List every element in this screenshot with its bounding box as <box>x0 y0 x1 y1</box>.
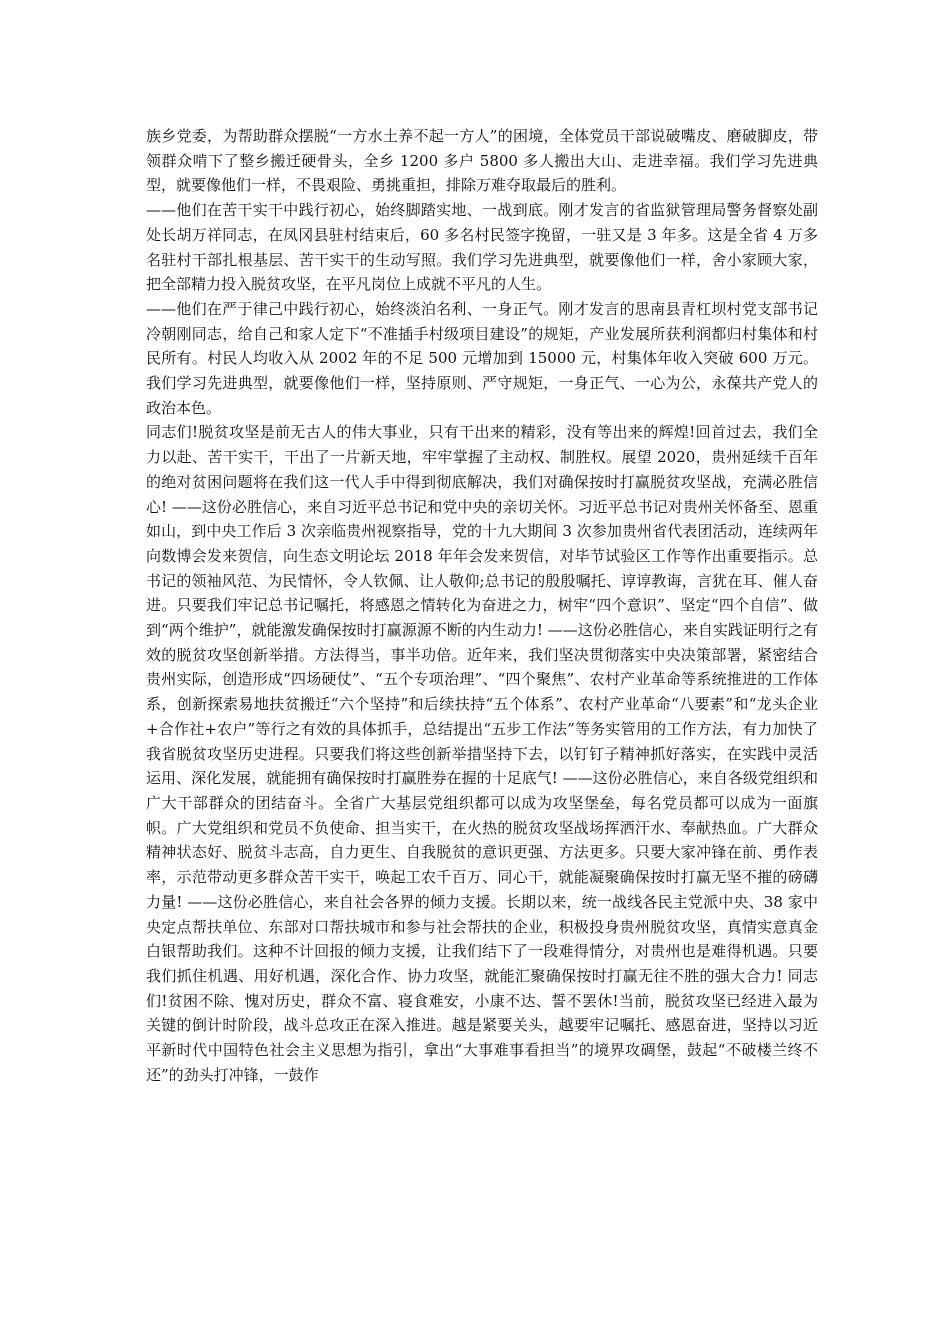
paragraph-3: ——他们在严于律己中践行初心，始终淡泊名利、一身正气。刚才发言的思南县青杠坝村党支部书记冷朝刚同志，给自己和家人定下“不准插手村级项目建设”的规矩，产业发展所获利润都归村集体和村民所有。村民人均收入从 2002 年的不足 500 元增加到 15000 元，村集体年收入突破 600 万元。我们学习先进典型，就要像他们一样，坚持原则、严守规矩，一身正气、一心为公，永葆共产党人的政治本色。 <box>146 299 818 417</box>
paragraph-2: ——他们在苦干实干中践行初心，始终脚踏实地、一战到底。刚才发言的省监狱管理局警务督察处副处长胡万祥同志，在凤冈县驻村结束后，60 多名村民签字挽留，一驻又是 3 年多。这是全省 4 万多名驻村干部扎根基层、苦干实干的生动写照。我们学习先进典型，就要像他们一样，舍小家顾大家，把全部精力投入脱贫攻坚，在平凡岗位上成就不平凡的人生。 <box>146 201 818 294</box>
paragraph-4: 同志们!脱贫攻坚是前无古人的伟大事业，只有干出来的精彩，没有等出来的辉煌!回首过去，我们全力以赴、苦干实干，干出了一片新天地，牢牢掌握了主动权、制胜权。展望 2020，贵州延续千百年的绝对贫困问题将在我们这一代人手中得到彻底解决，我们对确保按时打赢脱贫攻坚战，充满必胜信心! ——这份必胜信心，来自习近平总书记和党中央的亲切关怀。习近平总书记对贵州关怀备至、恩重如山，到中央工作后 3 次亲临贵州视察指导，党的十九大期间 3 次参加贵州省代表团活动，连续两年向数博会发来贺信，向生态文明论坛 2018 年年会发来贺信，对毕节试验区工作等作出重要指示。总书记的领袖风范、为民情怀，令人钦佩、让人敬仰;总书记的殷殷嘱托、谆谆教诲，言犹在耳、催人奋进。只要我们牢记总书记嘱托，将感恩之情转化为奋进之力，树牢“四个意识”、坚定“四个自信”、做到“两个维护”，就能激发确保按时打赢源源不断的内生动力! ——这份必胜信心，来自实践证明行之有效的脱贫攻坚创新举措。方法得当，事半功倍。近年来，我们坚决贯彻落实中央决策部署，紧密结合贵州实际，创造形成“四场硬仗”、“五个专项治理”、“四个聚焦”、农村产业革命等系统推进的工作体系，创新探索易地扶贫搬迁“六个坚持”和后续扶持“五个体系”、农村产业革命“八要素”和“龙头企业+合作社+农户”等行之有效的具体抓手，总结提出“五步工作法”等务实管用的工作方法，有力加快了我省脱贫攻坚历史进程。只要我们将这些创新举措坚持下去，以钉钉子精神抓好落实，在实践中灵活运用、深化发展，就能拥有确保按时打赢胜券在握的十足底气! ——这份必胜信心，来自各级党组织和广大干部群众的团结奋斗。全省广大基层党组织都可以成为攻坚堡垒，每名党员都可以成为一面旗帜。广大党组织和党员不负使命、担当实干，在火热的脱贫攻坚战场挥洒汗水、奉献热血。广大群众精神状态好、脱贫斗志高，自力更生、自我脱贫的意识更强、方法更多。只要大家冲锋在前、勇作表率，示范带动更多群众苦干实干，唤起工农千百万、同心干，就能凝聚确保按时打赢无坚不摧的磅礴力量! ——这份必胜信心，来自社会各界的倾力支援。长期以来，统一战线各民主党派中央、38 家中央定点帮扶单位、东部对口帮扶城市和参与社会帮扶的企业，积极投身贵州脱贫攻坚，真情实意真金白银帮助我们。这种不计回报的倾力支援，让我们结下了一段难得情分，对贵州也是难得机遇。只要我们抓住机遇、用好机遇，深化合作、协力攻坚，就能汇聚确保按时打赢无往不胜的强大合力! 同志们!贫困不除、愧对历史，群众不富、寝食难安，小康不达、誓不罢休!当前，脱贫攻坚已经进入最为关键的倒计时阶段，战斗总攻正在深入推进。越是紧要关头，越要牢记嘱托、感恩奋进，坚持以习近平新时代中国特色社会主义思想为指引，拿出“大事难事看担当”的境界攻碉堡，鼓起“不破楼兰终不还”的劲头打冲锋，一鼓作 <box>146 423 818 1084</box>
paragraph-1: 族乡党委，为帮助群众摆脱“一方水土养不起一方人”的困境，全体党员干部说破嘴皮、磨破脚皮，带领群众啃下了整乡搬迁硬骨头，全乡 1200 多户 5800 多人搬出大山、走进幸福。我们学习先进典型，就要像他们一样，不畏艰险、勇挑重担，排除万难夺取最后的胜利。 <box>146 127 818 195</box>
document-body <box>146 124 818 1087</box>
